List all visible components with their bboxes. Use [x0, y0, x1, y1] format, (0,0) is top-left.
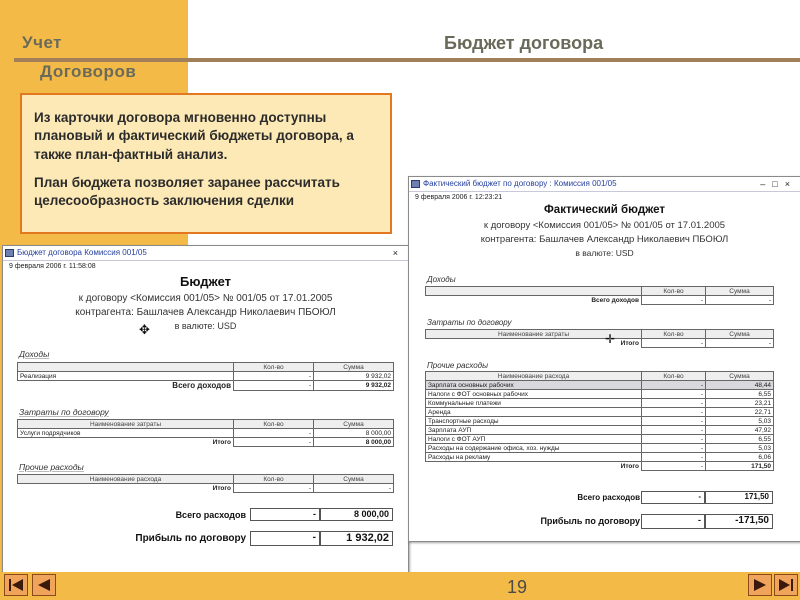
col-sum-header: Сумма: [706, 330, 774, 339]
table-header-row: [426, 287, 774, 296]
row-sum: 47,92: [706, 426, 774, 435]
total-label: Всего доходов: [591, 296, 639, 304]
actual-expenses-total: [409, 491, 800, 505]
actual-other-costs-table: [425, 371, 774, 471]
actual-report-heading: Фактический бюджет: [543, 204, 666, 216]
slide-title: Бюджет договора: [444, 33, 604, 53]
row-sum: 23,21: [706, 399, 774, 408]
actual-income-label: Доходы: [427, 275, 456, 284]
col-qty-header: Кол-во: [234, 420, 314, 429]
table-header-row: [426, 372, 774, 381]
callout-paragraph-1: Из карточки договора мгновенно доступны плановый и фактический бюджеты договора, а также план-фактный анализ.: [34, 110, 354, 162]
expenses-total-sum: 8 000,00: [320, 508, 393, 521]
total-sum: -: [706, 296, 774, 305]
callout-paragraph-2: План бюджета позволяет заранее рассчитать целесообразность заключения сделки: [34, 175, 340, 209]
row-sum: 6,55: [706, 390, 774, 399]
actual-other-costs-label: Прочие расходы: [427, 361, 488, 370]
plan-counterparty-line: контрагента: Башлачев Александр Николаевич ПБОЮЛ: [75, 307, 336, 318]
table-row[interactable]: [426, 453, 774, 462]
table-row[interactable]: [426, 444, 774, 453]
next-slide-icon: [751, 577, 769, 593]
col-sum-header: Сумма: [706, 287, 774, 296]
first-slide-icon: [7, 577, 25, 593]
plan-other-costs-table: [17, 474, 394, 493]
expenses-total-label: Всего расходов: [175, 510, 246, 520]
plan-income-label: Доходы: [19, 349, 50, 359]
row-sum: 6,06: [706, 453, 774, 462]
row-sum: 48,44: [706, 381, 774, 390]
expenses-total-qty: -: [250, 508, 320, 521]
table-header-row: [18, 475, 394, 484]
row-name: Зарплата АУП: [426, 426, 642, 435]
actual-income-table: [425, 286, 774, 305]
col-qty-header: Кол-во: [234, 475, 314, 484]
window-app-icon: [411, 180, 420, 188]
plan-expenses-total: [3, 507, 408, 523]
first-slide-button[interactable]: [4, 574, 28, 596]
plan-contract-costs-label: Затраты по договору: [19, 407, 109, 417]
profit-label: Прибыль по договору: [540, 516, 640, 526]
profit-qty: -: [250, 531, 320, 546]
page-number: 19: [506, 577, 528, 597]
plan-contract-line: к договору <Комиссия 001/05> № 001/05 от 17.01.2005: [78, 293, 333, 304]
table-total-row: [426, 462, 774, 471]
row-name: Зарплата основных рабочих: [426, 381, 642, 390]
col-sum-header: Сумма: [706, 372, 774, 381]
col-name-header: [18, 363, 234, 372]
actual-currency-line: в валюте: USD: [575, 248, 634, 258]
col-sum-header: Сумма: [314, 420, 394, 429]
row-name: Транспортные расходы: [426, 417, 642, 426]
actual-counterparty-line: контрагента: Башлачев Александр Николаевич ПБОЮЛ: [480, 234, 729, 245]
table-row[interactable]: [426, 390, 774, 399]
row-qty: -: [234, 429, 314, 438]
plan-profit-total: [3, 530, 408, 548]
plan-report-date: 9 февраля 2006 г. 11:58:08: [9, 263, 96, 270]
col-name-header: Наименование расхода: [18, 475, 234, 484]
col-qty-header: Кол-во: [642, 287, 706, 296]
row-sum: 22,71: [706, 408, 774, 417]
total-label: Итого: [620, 339, 639, 347]
actual-report-date: 9 февраля 2006 г. 12:23:21: [415, 194, 503, 201]
table-row[interactable]: [426, 381, 774, 390]
crosshair-cursor-icon: ✥: [139, 322, 150, 337]
total-sum: 8 000,00: [314, 438, 394, 447]
footer-bar: [0, 572, 800, 600]
row-qty: -: [642, 453, 706, 462]
row-qty: -: [642, 399, 706, 408]
total-qty: -: [642, 339, 706, 348]
plan-other-costs-label: Прочие расходы: [19, 462, 84, 472]
table-total-row: [18, 484, 394, 493]
row-qty: -: [642, 435, 706, 444]
table-row: [18, 372, 394, 381]
plan-window-titlebar[interactable]: [3, 246, 408, 261]
table-row[interactable]: [426, 408, 774, 417]
profit-label: Прибыль по договору: [135, 533, 246, 544]
plan-report-heading: Бюджет: [180, 274, 231, 289]
section-title-line1: Учет: [22, 33, 63, 52]
window-app-icon: [5, 249, 14, 257]
table-total-row: [18, 381, 394, 391]
col-qty-header: Кол-во: [642, 330, 706, 339]
row-qty: -: [642, 408, 706, 417]
table-row[interactable]: [426, 426, 774, 435]
col-name-header: [426, 287, 642, 296]
total-qty: -: [234, 438, 314, 447]
last-slide-button[interactable]: [774, 574, 798, 596]
total-sum: 171,50: [706, 462, 774, 471]
col-name-header: Наименование расхода: [426, 372, 642, 381]
row-name: Налоги с ФОТ АУП: [426, 435, 642, 444]
total-qty: -: [234, 484, 314, 493]
total-label: Итого: [212, 438, 231, 446]
total-label: Итого: [620, 462, 639, 470]
total-label: Итого: [212, 484, 231, 492]
total-label: Всего доходов: [172, 381, 231, 390]
row-name: Коммунальные платежи: [426, 399, 642, 408]
table-row[interactable]: [426, 399, 774, 408]
row-qty: -: [642, 417, 706, 426]
total-sum: -: [706, 339, 774, 348]
row-name: Реализация: [18, 372, 234, 381]
table-total-row: [426, 339, 774, 348]
actual-profit-total: [409, 514, 800, 530]
profit-sum: 1 932,02: [320, 531, 393, 546]
total-sum: 9 932,02: [314, 381, 394, 391]
table-header-row: [18, 420, 394, 429]
window-close-icon[interactable]: ×: [392, 248, 405, 258]
actual-window-titlebar[interactable]: [409, 177, 800, 192]
row-sum: 6,55: [706, 435, 774, 444]
col-sum-header: Сумма: [314, 475, 394, 484]
total-qty: -: [642, 296, 706, 305]
row-sum: 8 000,00: [314, 429, 394, 438]
table-header-row: [18, 363, 394, 372]
profit-qty: -: [641, 514, 705, 529]
profit-sum: -171,50: [705, 514, 773, 529]
plan-currency-line: в валюте: USD: [174, 321, 237, 331]
last-slide-icon: [777, 577, 795, 593]
row-name: Аренда: [426, 408, 642, 417]
table-total-row: [426, 296, 774, 305]
row-qty: -: [642, 444, 706, 453]
row-qty: -: [642, 426, 706, 435]
total-qty: -: [234, 381, 314, 391]
plan-window-title: Бюджет договора Комиссия 001/05: [17, 248, 147, 257]
info-callout: [20, 93, 392, 234]
next-slide-button[interactable]: [748, 574, 772, 596]
expenses-total-sum: 171,50: [705, 491, 773, 504]
table-row: [18, 429, 394, 438]
actual-window-title: Фактический бюджет по договору : Комиссия 001/05: [423, 179, 617, 188]
expenses-total-label: Всего расходов: [577, 493, 640, 502]
actual-contract-costs-table: [425, 329, 774, 348]
row-sum: 5,03: [706, 444, 774, 453]
col-name-header: Наименование затраты: [426, 330, 642, 339]
section-title-line2: Договоров: [40, 62, 137, 81]
table-row[interactable]: [426, 417, 774, 426]
actual-contract-costs-label: Затраты по договору: [427, 318, 512, 327]
row-name: Расходы на содержание офиса, хоз. нужды: [426, 444, 642, 453]
col-qty-header: Кол-во: [642, 372, 706, 381]
plan-budget-window[interactable]: [2, 245, 409, 573]
expenses-total-qty: -: [641, 491, 705, 504]
total-sum: -: [314, 484, 394, 493]
col-name-header: Наименование затраты: [18, 420, 234, 429]
row-name: Расходы на рекламу: [426, 453, 642, 462]
total-qty: -: [642, 462, 706, 471]
row-sum: 5,03: [706, 417, 774, 426]
col-qty-header: Кол-во: [234, 363, 314, 372]
title-divider: [14, 58, 800, 62]
col-sum-header: Сумма: [314, 363, 394, 372]
row-name: Услуги подрядчиков: [18, 429, 234, 438]
row-name: Налоги с ФОТ основных рабочих: [426, 390, 642, 399]
actual-contract-line: к договору <Комиссия 001/05> № 001/05 от 17.01.2005: [483, 220, 726, 231]
prev-slide-button[interactable]: [32, 574, 56, 596]
row-sum: 9 932,02: [314, 372, 394, 381]
actual-budget-window[interactable]: [408, 176, 800, 542]
plan-income-table: [17, 362, 394, 391]
crosshair-cursor-icon: ✛: [605, 332, 616, 346]
row-qty: -: [234, 372, 314, 381]
table-row[interactable]: [426, 435, 774, 444]
row-qty: -: [642, 390, 706, 399]
window-controls-icon[interactable]: –□×: [760, 179, 797, 189]
table-header-row: [426, 330, 774, 339]
prev-slide-icon: [35, 577, 53, 593]
plan-contract-costs-table: [17, 419, 394, 447]
table-total-row: [18, 438, 394, 447]
row-qty: -: [642, 381, 706, 390]
